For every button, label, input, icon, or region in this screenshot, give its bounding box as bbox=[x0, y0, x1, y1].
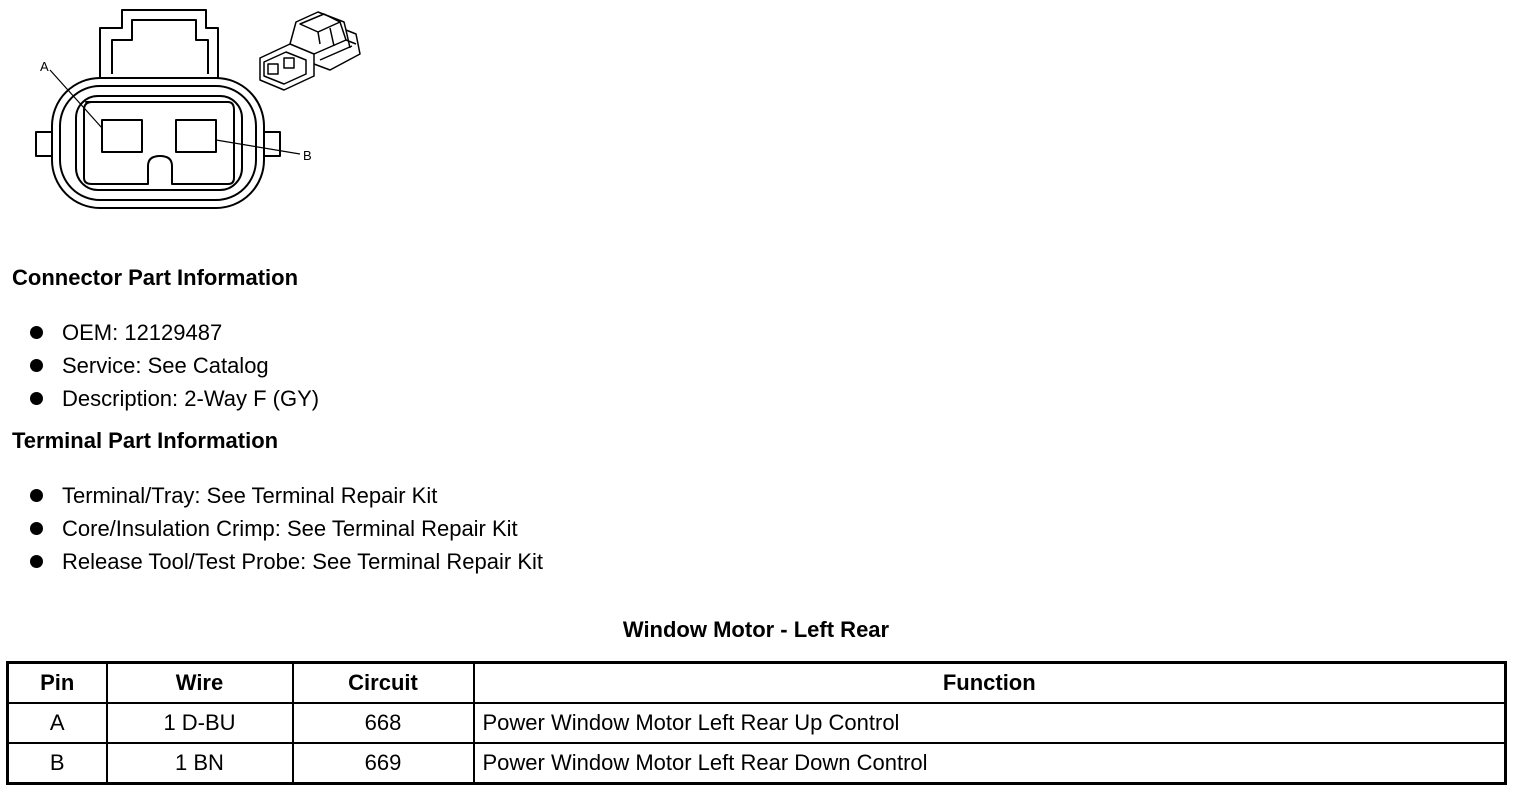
pinout-table bbox=[6, 661, 1507, 785]
pin-label-a: A bbox=[40, 59, 49, 74]
wire-cell: 1 BN bbox=[107, 743, 293, 784]
table-header-row bbox=[8, 663, 1506, 704]
bullet-icon bbox=[30, 326, 43, 339]
circuit-cell: 669 bbox=[293, 743, 474, 784]
bullet-icon bbox=[30, 359, 43, 372]
connector-thumbnail bbox=[260, 12, 360, 90]
function-cell: Power Window Motor Left Rear Up Control bbox=[474, 703, 1506, 743]
terminal-info-list bbox=[28, 479, 543, 578]
table-title: Window Motor - Left Rear bbox=[622, 617, 890, 642]
function-cell: Power Window Motor Left Rear Down Control bbox=[474, 743, 1506, 784]
list-item-text: Terminal/Tray: See Terminal Repair Kit bbox=[62, 483, 438, 508]
list-item-text: Release Tool/Test Probe: See Terminal Repair Kit bbox=[62, 549, 543, 574]
table-row bbox=[8, 703, 1506, 743]
terminal-info-heading: Terminal Part Information bbox=[12, 428, 279, 453]
column-header-wire: Wire bbox=[107, 663, 293, 704]
list-item bbox=[28, 479, 543, 512]
column-header-pin: Pin bbox=[8, 663, 107, 704]
list-item-text: Core/Insulation Crimp: See Terminal Repair Kit bbox=[62, 516, 518, 541]
column-header-circuit: Circuit bbox=[293, 663, 474, 704]
circuit-cell: 668 bbox=[293, 703, 474, 743]
list-item bbox=[28, 349, 319, 382]
list-item-text: OEM: 12129487 bbox=[62, 320, 223, 345]
pin-cell: B bbox=[8, 743, 107, 784]
list-item-text: Service: See Catalog bbox=[62, 353, 269, 378]
wire-cell: 1 D-BU bbox=[107, 703, 293, 743]
list-item bbox=[28, 545, 543, 578]
pin-label-b: B bbox=[303, 148, 312, 163]
table-row bbox=[8, 743, 1506, 784]
column-header-function: Function bbox=[474, 663, 1506, 704]
list-item bbox=[28, 316, 319, 349]
connector-face-diagram bbox=[0, 0, 380, 220]
bullet-icon bbox=[30, 489, 43, 502]
list-item bbox=[28, 512, 543, 545]
list-item bbox=[28, 382, 319, 415]
pin-cell: A bbox=[8, 703, 107, 743]
connector-info-heading: Connector Part Information bbox=[12, 265, 299, 290]
bullet-icon bbox=[30, 555, 43, 568]
connector-info-list bbox=[28, 316, 319, 415]
bullet-icon bbox=[30, 392, 43, 405]
list-item-text: Description: 2-Way F (GY) bbox=[62, 386, 320, 411]
bullet-icon bbox=[30, 522, 43, 535]
